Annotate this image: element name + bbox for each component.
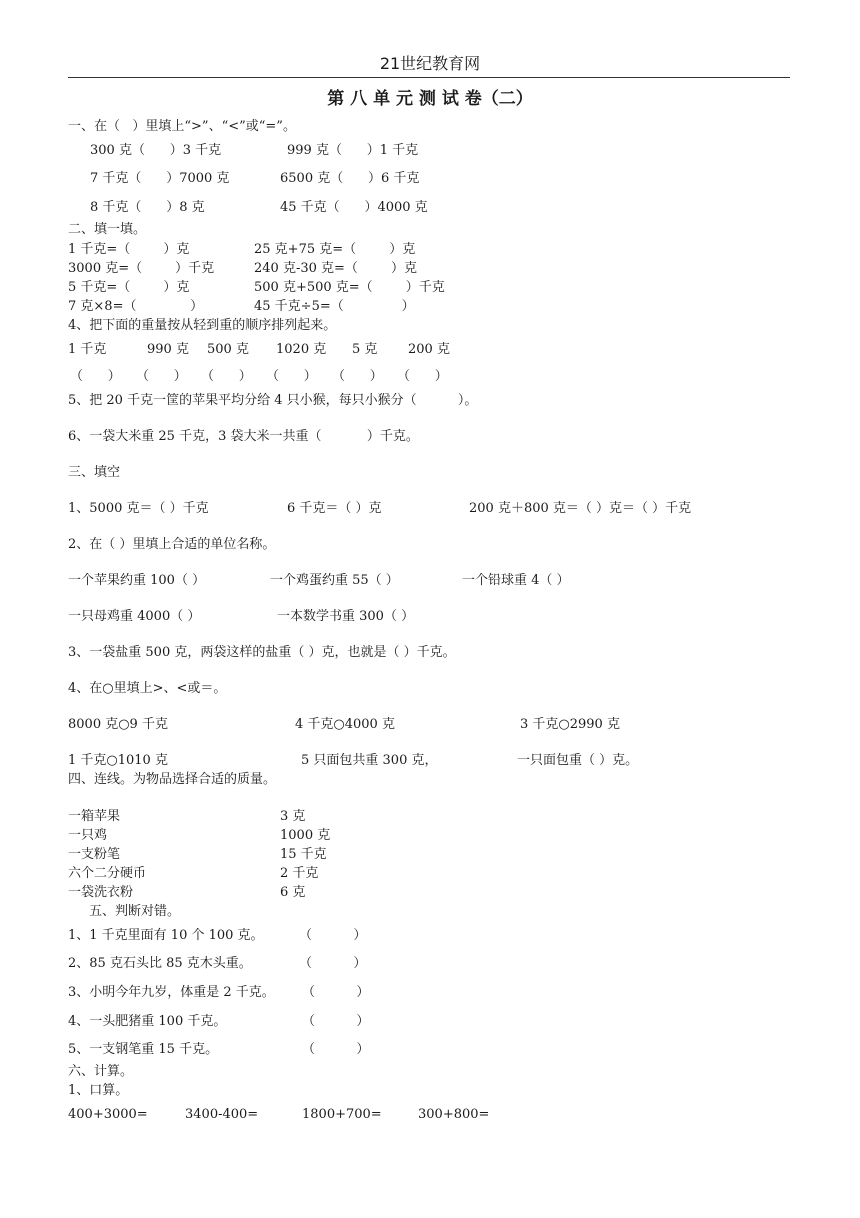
compare-item: 3 千克○2990 克 [520, 717, 620, 732]
compare-item: 6500 克（ ）6 千克 [280, 171, 420, 186]
match-item: 一袋洗衣粉 [68, 885, 134, 900]
section-6-sub: 1、口算。 [68, 1083, 129, 1098]
section-6-heading: 六、计算。 [68, 1064, 134, 1079]
fill-item: 5 千克=（ ）克 [68, 280, 190, 295]
fill-item: 45 千克÷5=（ ） [254, 299, 415, 314]
fill-item: 25 克+75 克=（ ）克 [254, 242, 416, 257]
judge-blank: （ ） [299, 928, 367, 943]
compare-item: 4 千克○4000 克 [295, 717, 395, 732]
order-blank: （ ） [70, 369, 121, 384]
order-blank: （ ） [136, 369, 187, 384]
section-5-heading: 五、判断对错。 [89, 904, 181, 919]
compare-item: 1 千克○1010 克 [68, 753, 168, 768]
match-item: 一箱苹果 [68, 809, 121, 824]
judge-question: 4、一头肥猪重 100 千克。 [68, 1014, 227, 1029]
judge-question: 3、小明今年九岁，体重是 2 千克。 [68, 985, 275, 1000]
section-4-heading: 四、连线。为物品选择合适的质量。 [68, 772, 277, 787]
question-4: 4、把下面的重量按从轻到重的顺序排列起来。 [68, 318, 337, 333]
match-item: 一支粉笔 [68, 847, 121, 862]
judge-blank: （ ） [302, 985, 370, 1000]
calc-item: 400+3000= [68, 1107, 148, 1122]
bread-question: 一只面包重（ ）克。 [517, 753, 639, 768]
bread-statement: 5 只面包共重 300 克， [301, 753, 438, 768]
judge-blank: （ ） [302, 1014, 370, 1029]
match-mass: 2 千克 [280, 866, 319, 881]
match-mass: 3 克 [280, 809, 306, 824]
fill-item: 7 克×8=（ ） [68, 299, 204, 314]
question-4: 4、在○里填上>、<或＝。 [68, 681, 227, 696]
order-blank: （ ） [397, 369, 448, 384]
fill-item: 1 千克=（ ）克 [68, 242, 190, 257]
weight-item: 1 千克 [68, 342, 107, 357]
compare-item: 999 克（ ）1 千克 [287, 143, 419, 158]
compare-item: 8000 克○9 千克 [68, 717, 168, 732]
compare-item: 8 千克（ ）8 克 [90, 200, 205, 215]
weight-item: 5 克 [352, 342, 378, 357]
weight-item: 200 克 [408, 342, 450, 357]
match-item: 一只鸡 [68, 828, 108, 843]
match-item: 六个二分硬币 [68, 866, 147, 881]
match-mass: 15 千克 [280, 847, 327, 862]
calc-item: 300+800= [418, 1107, 490, 1122]
judge-question: 2、85 克石头比 85 克木头重。 [68, 956, 252, 971]
judge-blank: （ ） [302, 1042, 370, 1057]
judge-question: 1、1 千克里面有 10 个 100 克。 [68, 928, 264, 943]
unit-item: 一个鸡蛋约重 55（ ） [270, 573, 399, 588]
fill-item: 1、5000 克＝（ ）千克 [68, 501, 209, 516]
order-blank: （ ） [266, 369, 317, 384]
fill-item: 3000 克=（ ）千克 [68, 261, 215, 276]
weight-item: 500 克 [207, 342, 249, 357]
section-3-heading: 三、填空 [68, 465, 121, 480]
order-blank: （ ） [201, 369, 252, 384]
unit-item: 一个苹果约重 100（ ） [68, 573, 206, 588]
question-3: 3、一袋盐重 500 克，两袋这样的盐重（ ）克，也就是（ ）千克。 [68, 645, 456, 660]
header-rule [68, 77, 790, 78]
unit-item: 一本数学书重 300（ ） [277, 609, 415, 624]
compare-item: 300 克（ ）3 千克 [90, 143, 222, 158]
question-6: 6、一袋大米重 25 千克，3 袋大米一共重（ ）千克。 [68, 429, 419, 444]
section-1-heading: 一、在（ ）里填上“>”、“<”或“=”。 [68, 119, 296, 134]
judge-question: 5、一支钢笔重 15 千克。 [68, 1042, 219, 1057]
unit-item: 一只母鸡重 4000（ ） [68, 609, 201, 624]
page-title: 第 八 单 元 测 试 卷（二） [327, 89, 533, 109]
site-header: 21世纪教育网 [379, 54, 481, 73]
order-blank: （ ） [332, 369, 383, 384]
match-mass: 1000 克 [280, 828, 331, 843]
judge-blank: （ ） [299, 956, 367, 971]
unit-item: 一个铅球重 4（ ） [462, 573, 570, 588]
section-2-heading: 二、填一填。 [68, 222, 147, 237]
fill-item: 6 千克＝（ ）克 [287, 501, 382, 516]
compare-item: 7 千克（ ）7000 克 [90, 171, 230, 186]
fill-item: 200 克＋800 克＝（ ）克＝（ ）千克 [469, 501, 692, 516]
question-5: 5、把 20 千克一筐的苹果平均分给 4 只小猴，每只小猴分（ ）。 [68, 393, 478, 408]
compare-item: 45 千克（ ）4000 克 [280, 200, 428, 215]
calc-item: 3400-400= [185, 1107, 259, 1122]
question-2: 2、在（ ）里填上合适的单位名称。 [68, 537, 276, 552]
calc-item: 1800+700= [302, 1107, 382, 1122]
weight-item: 990 克 [147, 342, 189, 357]
fill-item: 240 克-30 克=（ ）克 [254, 261, 417, 276]
weight-item: 1020 克 [276, 342, 327, 357]
fill-item: 500 克+500 克=（ ）千克 [254, 280, 445, 295]
match-mass: 6 克 [280, 885, 306, 900]
